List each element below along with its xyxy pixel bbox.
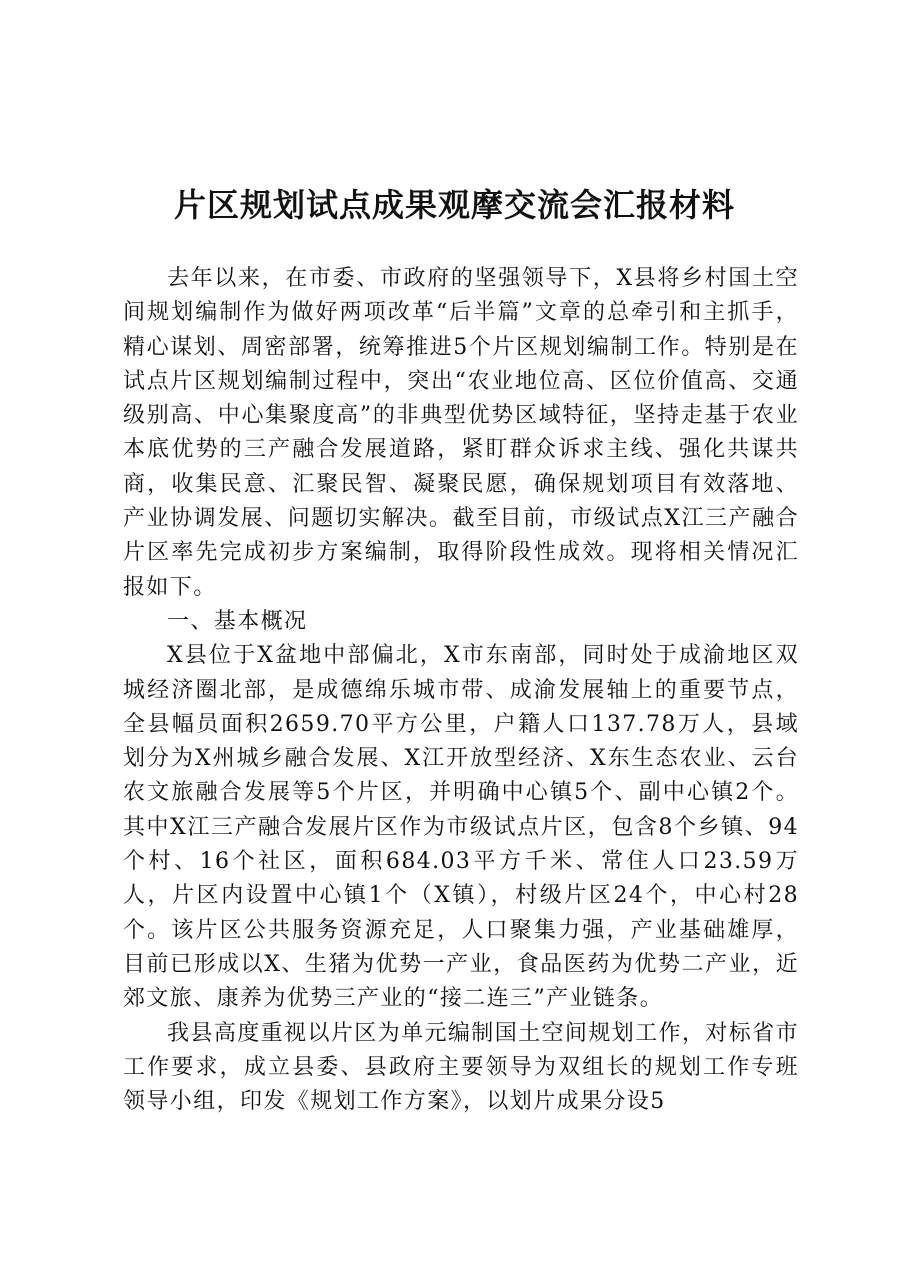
overview-paragraph: X县位于X盆地中部偏北，X市东南部，同时处于成渝地区双城经济圈北部，是成德绵乐城市带、成渝发展轴上的重要节点，全县幅员面积2659.70平方公里，户籍人口137.78万人，县域划分为X州城乡融合发展、X江开放型经济、X东生态农业、云台农文旅融合发展等5个片区，并明确中心镇5个、副中心镇2个。其中X江三产融合发展片区作为市级试点片区，包含8个乡镇、94个村、16个社区，面积684.03平方千米、常住人口23.59万人，片区内设置中心镇1个（X镇），村级片区24个，中心村28个。该片区公共服务资源充足，人口聚集力强，产业基础雄厚，目前已形成以X、生猪为优势一产业，食品医药为优势二产业，近郊文旅、康养为优势三产业的“接二连三”产业链条。 [123,643,799,1012]
intro-paragraph: 去年以来，在市委、市政府的坚强领导下，X县将乡村国土空间规划编制作为做好两项改革“后半篇”文章的总牵引和主抓手，精心谋划、周密部署，统筹推进5个片区规划编制工作。特别是在试点片区规划编制过程中，突出“农业地位高、区位价值高、交通级别高、中心集聚度高”的非典型优势区域特征，坚持走基于农业本底优势的三产融合发展道路，紧盯群众诉求主线、强化共谋共商，收集民意、汇聚民智、凝聚民愿，确保规划项目有效落地、产业协调发展、问题切实解决。截至目前，市级试点X江三产融合片区率先完成初步方案编制，取得阶段性成效。现将相关情况汇报如下。 [123,266,799,600]
document-body [123,262,799,1119]
work-paragraph: 我县高度重视以片区为单元编制国土空间规划工作，对标省市工作要求，成立县委、县政府主要领导为双组长的规划工作专班领导小组，印发《规划工作方案》，以划片成果分设5 [123,1020,799,1115]
section-heading-basic-overview: 一、基本概况 [167,608,308,634]
document-title: 片区规划试点成果观摩交流会汇报材料 [173,186,735,224]
